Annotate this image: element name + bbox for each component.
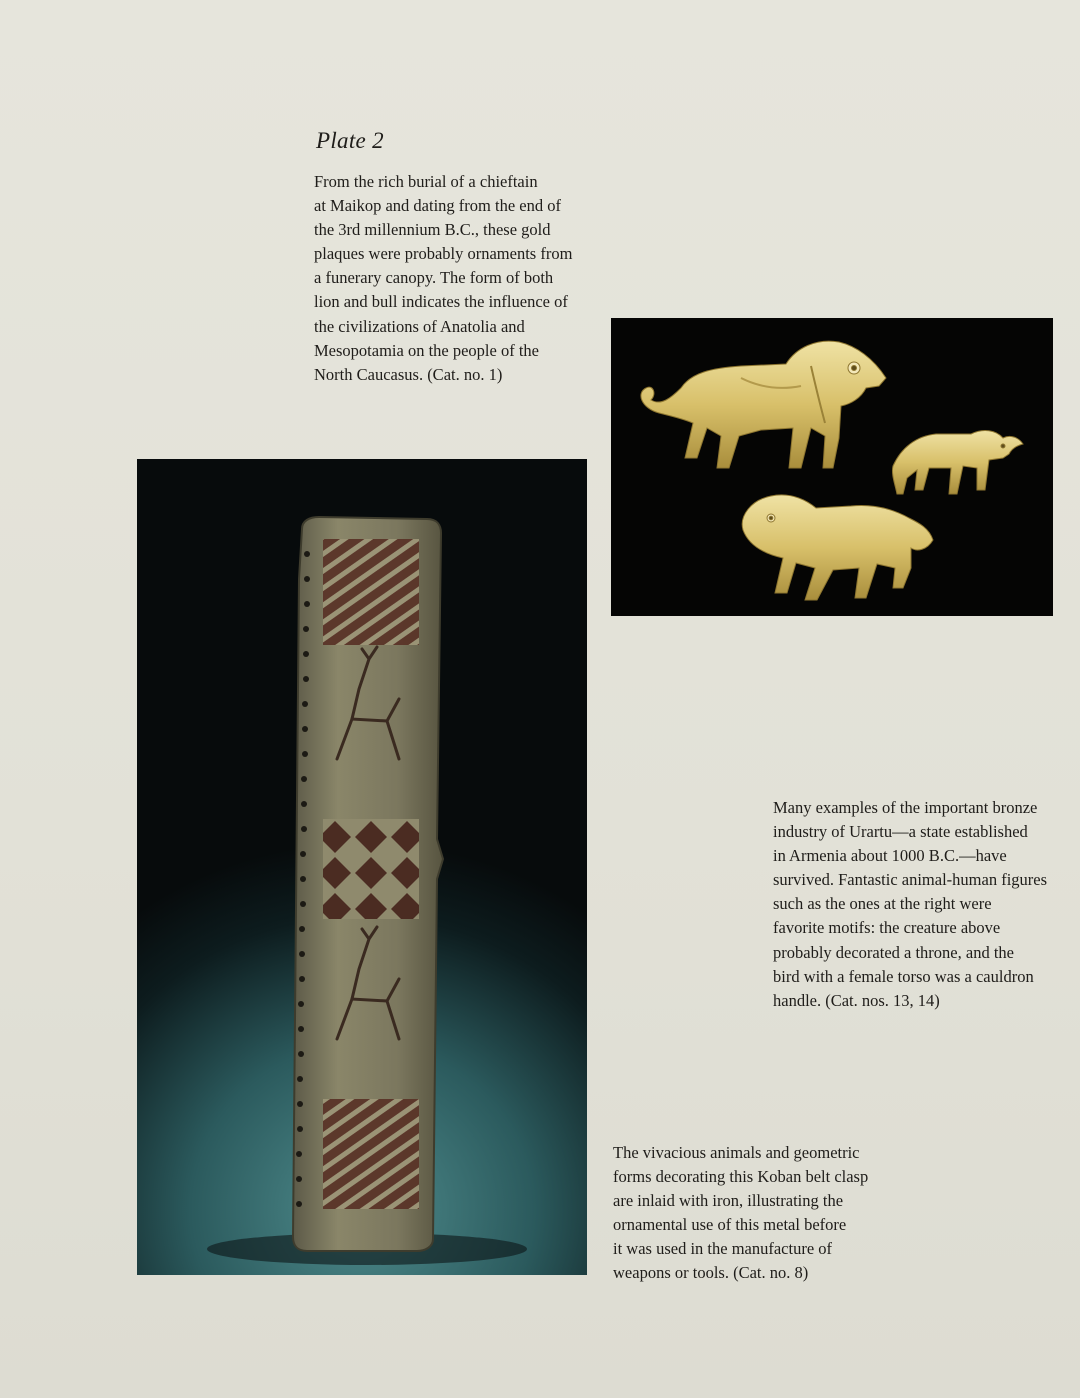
caption-line: probably decorated a throne, and the (773, 942, 1014, 962)
caption-line: bird with a female torso was a cauldron (773, 966, 1034, 986)
caption-line: Many examples of the important bronze (773, 798, 1038, 817)
caption-line: a funerary canopy. The form of both (314, 268, 554, 288)
caption-line: it was used in the manufacture of (613, 1239, 833, 1259)
caption-line: plaques were probably ornaments from (314, 244, 573, 264)
caption-line: such as the ones at the right were (773, 894, 992, 914)
caption-line: favorite motifs: the creature above (773, 918, 1001, 938)
caption-line: weapons or tools. (Cat. no. 8) (613, 1263, 809, 1283)
caption-line: lion and bull indicates the influence of (314, 292, 568, 312)
caption-line: the 3rd millennium B.C., these gold (314, 220, 551, 240)
caption-line: forms decorating this Koban belt clasp (613, 1167, 869, 1187)
caption-line: From the rich burial of a chieftain (314, 172, 538, 191)
caption-line: in Armenia about 1000 B.C.—have (773, 846, 1007, 866)
gold-plaques-photo (611, 318, 1053, 616)
caption-line: at Maikop and dating from the end of (314, 196, 561, 216)
caption-maikop (314, 170, 572, 387)
caption-line: The vivacious animals and geometric (613, 1143, 860, 1162)
caption-line: industry of Urartu—a state established (773, 822, 1028, 842)
caption-line: survived. Fantastic animal-human figures (773, 870, 1048, 890)
caption-koban (613, 1141, 868, 1286)
caption-line: handle. (Cat. nos. 13, 14) (773, 990, 940, 1010)
caption-urartu (773, 796, 1047, 1013)
caption-line: ornamental use of this metal before (613, 1215, 847, 1235)
caption-line: are inlaid with iron, illustrating the (613, 1191, 844, 1211)
lion-plaque-large (641, 341, 886, 468)
bull-plaque (892, 431, 1023, 494)
lion-plaque-small (742, 495, 933, 600)
caption-line: the civilizations of Anatolia and (314, 316, 525, 336)
koban-belt-clasp-photo (137, 459, 587, 1275)
belt-clasp (293, 517, 443, 1251)
caption-line: North Caucasus. (Cat. no. 1) (314, 364, 503, 384)
plate-heading: Plate 2 (316, 128, 384, 153)
caption-line: Mesopotamia on the people of the (314, 340, 539, 360)
